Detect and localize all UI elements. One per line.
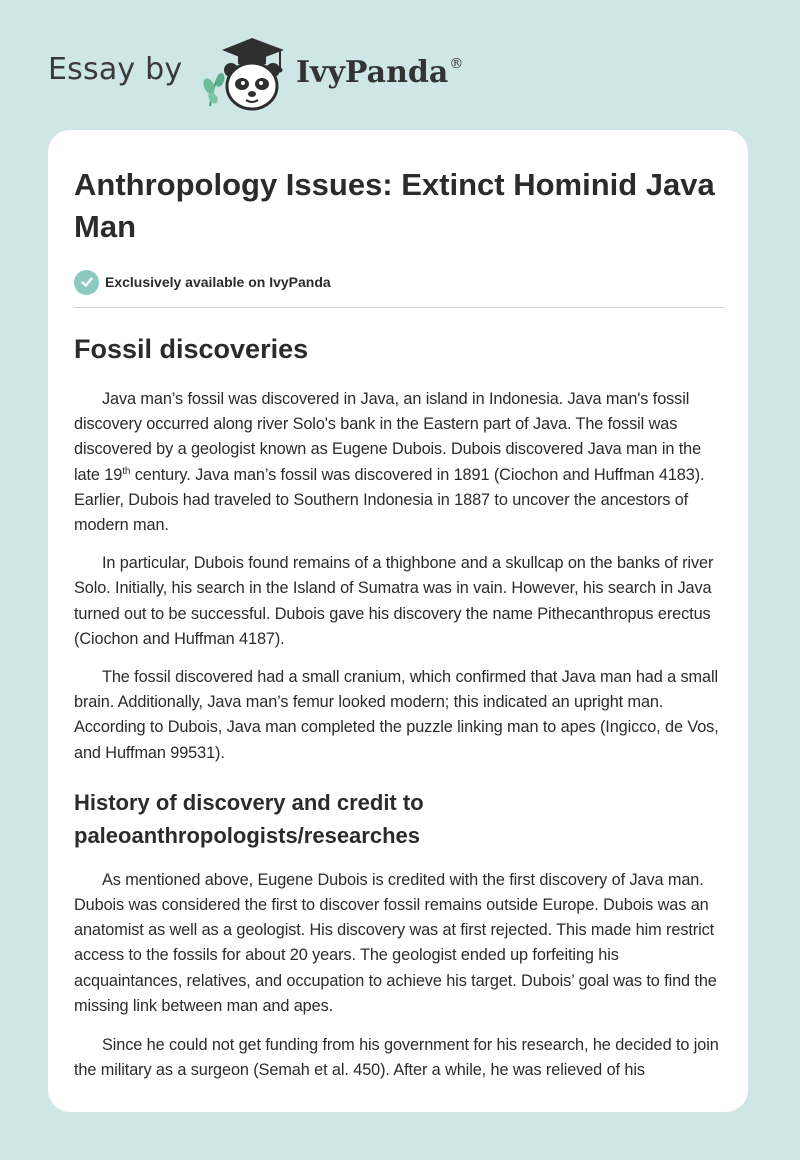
section-fossil-discoveries xyxy=(74,387,724,766)
paragraph xyxy=(74,387,724,538)
site-header xyxy=(0,0,800,130)
exclusive-badge-label: Exclusively available on IvyPanda xyxy=(105,274,331,290)
paragraph-text: Java man’s fossil was discovered in Java, an island in Indonesia. Java man's fossil discovery occurred along river Solo's bank in the Eastern part of Java. The fossil was discovered by a geologist known as Eugene Dubois. Dubois discovered Java man in the late 19 xyxy=(74,390,702,484)
paragraph: The fossil discovered had a small cranium, which confirmed that Java man had a small brain. Additionally, Java man’s femur looked modern; this indicated an upright man. According to Dubois, Java man completed the puzzle linking man to apes (Ingicco, de Vos, and Huffman 99531). xyxy=(74,668,719,762)
page-title: Anthropology Issues: Extinct Hominid Java Man xyxy=(74,167,715,244)
paragraph: Since he could not get funding from his government for his research, he decided to join the military as a surgeon (Semah et al. 450). After a while, he was relieved of his xyxy=(74,1036,719,1080)
brand-name[interactable] xyxy=(296,55,463,90)
title-divider xyxy=(74,307,724,308)
essay-card xyxy=(48,130,748,1112)
section-heading-fossil-discoveries: Fossil discoveries xyxy=(74,334,309,364)
check-icon xyxy=(74,270,99,295)
leaf-icon xyxy=(201,72,226,106)
essay-content xyxy=(74,164,724,1083)
paragraph: As mentioned above, Eugene Dubois is credited with the first discovery of Java man. Dubois was considered the first to discover fossil remains outside Europe. Dubois was an anatomist as well as a geologist. His discovery was at first rejected. This made him restrict access to the fossils for about 20 years. The geologist ended up forfeiting his acquaintances, relatives, and occupation to achieve his target. Dubois’ goal was to find the missing link between man and apes. xyxy=(74,870,717,1015)
paragraph-text: century. Java man’s fossil was discovered in 1891 (Ciochon and Huffman 4183). Earlier, Dubois had traveled to Southern Indonesia in 1887 to uncover the ancestors of modern man. xyxy=(74,465,705,535)
paragraph: In particular, Dubois found remains of a thighbone and a skullcap on the banks of river Solo. Initially, his search in the Island of Sumatra was in vain. However, his search in Java turned out to be successful. Dubois gave his discovery the name Pithecanthropus erectus (Ciochon and Huffman 4187). xyxy=(74,554,714,648)
registered-mark: ® xyxy=(449,56,464,72)
section-heading-history: History of discovery and credit to paleoanthropologists/researches xyxy=(74,789,424,848)
brand-name-text: IvyPanda xyxy=(296,55,449,90)
essay-by-label: Essay by xyxy=(48,52,183,87)
exclusive-badge xyxy=(74,268,724,296)
panda-graduate-icon[interactable] xyxy=(200,36,292,112)
section-history xyxy=(74,868,724,1084)
ordinal-suffix: th xyxy=(122,465,131,477)
